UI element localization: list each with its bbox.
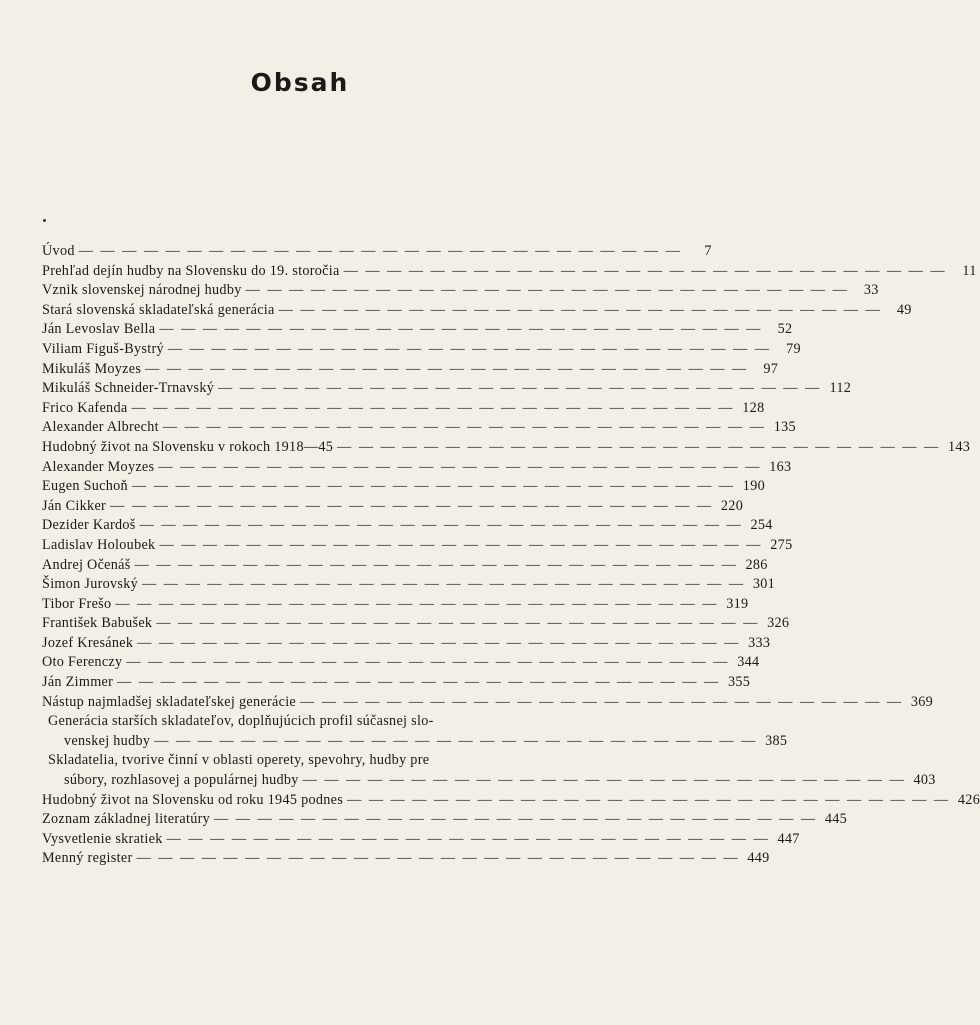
dash-leader: — — — — — — — — — — — — — — — — — — — — — — — — — — — — [115, 595, 719, 612]
toc-entry [42, 262, 977, 282]
toc-entry-title: Ján Levoslav Bella [42, 321, 156, 338]
toc-entry-title: Stará slovenská skladateľská generácia [42, 301, 275, 318]
toc-entry-title: Šimon Jurovský [42, 576, 139, 593]
toc-entry-title: Mikuláš Moyzes [42, 360, 142, 377]
dash-leader: — — — — — — — — — — — — — — — — — — — — — — — — — — — — [117, 674, 721, 691]
toc-entry-line2 [42, 732, 788, 752]
toc-entry [42, 320, 793, 340]
toc-entry [42, 693, 934, 713]
dash-leader: — — — — — — — — — — — — — — — — — — — — — — — — — — — — [167, 340, 771, 357]
toc-entry [42, 575, 776, 595]
toc-entry-title: Vysvetlenie skratiek [42, 830, 163, 847]
toc-entry-title: Ladislav Holoubek [42, 536, 156, 553]
dash-leader: — — — — — — — — — — — — — — — — — — — — — — — — — — — — [110, 497, 714, 514]
toc-entry-title: Hudobný život na Slovensku od roku 1945 podnes [42, 791, 344, 808]
dash-leader: — — — — — — — — — — — — — — — — — — — — — — — — — — — — [159, 536, 763, 553]
toc-entry [42, 458, 792, 478]
toc-entry-multiline [42, 751, 936, 790]
toc-entry-title: Oto Ferenczy [42, 654, 123, 671]
toc-entry-page: 301 [752, 576, 776, 593]
toc-entry-title: Menný register [42, 850, 133, 867]
toc-entry-page: 7 [704, 243, 712, 259]
toc-entry-page: 449 [747, 850, 770, 867]
dash-leader: — — — — — — — — — — — — — — — — — — — — — — — — — — — — [158, 458, 762, 475]
toc-entry-page: 369 [910, 693, 934, 710]
toc-entry-page: 254 [750, 517, 773, 534]
toc-entry-page: 326 [767, 615, 790, 632]
toc-entry-title-line2: súbory, rozhlasovej a populárnej hudby [64, 772, 299, 789]
toc-entry-title: Frico Kafenda [42, 399, 128, 416]
toc-entry-page: 97 [763, 360, 779, 377]
dash-leader: — — — — — — — — — — — — — — — — — — — — — — — — — — — — [245, 282, 849, 299]
toc-entry-page: 403 [913, 772, 936, 789]
toc-entry-title-line1: Generácia starších skladateľov, doplňujúcich profil súčasnej slo- [48, 713, 434, 730]
toc-entry [42, 653, 760, 673]
dash-leader: — — — — — — — — — — — — — — — — — — — — — — — — — — — — [139, 517, 743, 534]
toc-entry [42, 810, 848, 830]
toc-entry-title: Andrej Očenáš [42, 556, 131, 573]
toc-entry-page: 135 [773, 419, 796, 436]
dash-leader: — — — — — — — — — — — — — — — — — — — — — — — — — — — — [131, 478, 735, 495]
toc-entry [42, 634, 771, 654]
toc-entry [42, 340, 801, 360]
toc-entry-title: Ján Cikker [42, 497, 107, 514]
page-title: Obsah [250, 68, 350, 97]
toc-entry-multiline [42, 712, 788, 751]
dash-leader: — — — — — — — — — — — — — — — — — — — — — — — — — — — — [347, 791, 951, 808]
toc-entry-page: 344 [737, 654, 760, 671]
toc-entry-page: 333 [748, 634, 771, 651]
toc-entry [42, 438, 971, 458]
toc-entry-title: Mikuláš Schneider-Trnavský [42, 380, 215, 397]
dash-leader: — — — — — — — — — — — — — — — — — — — — — — — — — — — — [166, 830, 770, 847]
dash-leader: — — — — — — — — — — — — — — — — — — — — — — — — — — — — [145, 360, 749, 377]
dash-leader: — — — — — — — — — — — — — — — — — — — — — — — — — — — — [156, 615, 760, 632]
paper-speck [43, 219, 46, 222]
toc-entry-page: 426 [957, 791, 980, 808]
toc-entry-title: Jozef Kresánek [42, 634, 134, 651]
toc-entry [42, 673, 751, 693]
toc-entry [42, 595, 749, 615]
toc-entry-page: 447 [777, 830, 800, 847]
dash-leader: — — — — — — — — — — — — — — — — — — — — — — — — — — — — [136, 850, 740, 867]
dash-leader: — — — — — — — — — — — — — — — — — — — — — — — — — — — — [126, 654, 730, 671]
dash-leader: — — — — — — — — — — — — — — — — — — — — — — — — — — — — [214, 811, 818, 828]
toc-entry [42, 379, 852, 399]
toc-entry-title: Prehľad dejín hudby na Slovensku do 19. storočia [42, 262, 340, 279]
toc-entry-page: 143 [947, 438, 971, 455]
dash-leader: — — — — — — — — — — — — — — — — — — — — — — — — — — — — [142, 576, 746, 593]
toc-entry [42, 301, 912, 321]
dash-leader: — — — — — — — — — — — — — — — — — — — — — — — — — — — — [131, 399, 735, 416]
toc-entry-title: Vznik slovenskej národnej hudby [42, 282, 242, 299]
table-of-contents [42, 242, 980, 869]
toc-entry-page: 79 [786, 340, 801, 357]
dash-leader: — — — — — — — — — — — — — — — — — — — — — — — — — — — — [78, 243, 682, 259]
toc-entry-title: Alexander Albrecht [42, 419, 159, 436]
toc-entry [42, 477, 765, 497]
toc-entry [42, 418, 796, 438]
dash-leader: — — — — — — — — — — — — — — — — — — — — — — — — — — — — [278, 301, 882, 318]
toc-entry-title: Viliam Figuš-Bystrý [42, 340, 164, 357]
toc-entry-title: Tibor Frešo [42, 595, 112, 612]
toc-entry-line2 [42, 771, 936, 791]
toc-entry-page: 385 [765, 732, 788, 749]
dash-leader: — — — — — — — — — — — — — — — — — — — — — — — — — — — — [302, 772, 906, 789]
toc-entry-page: 33 [863, 282, 879, 299]
toc-entry-page: 11 [962, 262, 977, 279]
dash-leader: — — — — — — — — — — — — — — — — — — — — — — — — — — — — [154, 732, 758, 749]
toc-entry [42, 849, 770, 869]
dash-leader: — — — — — — — — — — — — — — — — — — — — — — — — — — — — [300, 693, 904, 710]
toc-entry-title: Dezider Kardoš [42, 517, 136, 534]
toc-entry-page: 286 [745, 556, 768, 573]
toc-entry [42, 556, 768, 576]
toc-entry-title: Alexander Moyzes [42, 458, 155, 475]
toc-entry [42, 281, 879, 301]
toc-entry-page: 112 [829, 380, 852, 397]
toc-entry [42, 614, 790, 634]
toc-entry-title: Eugen Suchoň [42, 478, 128, 495]
toc-entry [42, 242, 712, 262]
dash-leader: — — — — — — — — — — — — — — — — — — — — — — — — — — — — [159, 321, 763, 338]
dash-leader: — — — — — — — — — — — — — — — — — — — — — — — — — — — — [218, 380, 822, 397]
dash-leader: — — — — — — — — — — — — — — — — — — — — — — — — — — — — [337, 438, 941, 455]
toc-entry-title: Hudobný život na Slovensku v rokoch 1918—45 [42, 438, 334, 455]
dash-leader: — — — — — — — — — — — — — — — — — — — — — — — — — — — — [343, 262, 947, 279]
toc-entry-page: 275 [770, 536, 793, 553]
toc-entry-title: Zoznam základnej literatúry [42, 811, 211, 828]
toc-entry-page: 52 [777, 321, 793, 338]
dash-leader: — — — — — — — — — — — — — — — — — — — — — — — — — — — — [134, 556, 738, 573]
toc-entry-page: 190 [742, 478, 765, 495]
toc-entry [42, 497, 744, 517]
toc-entry-title-line2: venskej hudby [64, 732, 151, 749]
toc-entry-title: Nástup najmladšej skladateľskej generácie [42, 693, 297, 710]
toc-entry-page: 445 [824, 811, 848, 828]
toc-entry [42, 536, 793, 556]
dash-leader: — — — — — — — — — — — — — — — — — — — — — — — — — — — — [162, 419, 766, 436]
toc-entry-title: Ján Zimmer [42, 674, 114, 691]
dash-leader: — — — — — — — — — — — — — — — — — — — — — — — — — — — — [137, 634, 741, 651]
toc-entry-page: 319 [726, 595, 749, 612]
toc-entry-page: 163 [769, 458, 792, 475]
toc-entry-title: Úvod [42, 243, 75, 259]
toc-entry [42, 830, 800, 850]
toc-entry [42, 516, 773, 536]
toc-entry-page: 220 [720, 497, 744, 514]
toc-entry [42, 791, 980, 811]
toc-entry [42, 399, 765, 419]
toc-entry-title: František Babušek [42, 615, 153, 632]
toc-entry-page: 355 [728, 674, 751, 691]
toc-entry-page: 49 [896, 301, 912, 318]
toc-entry-page: 128 [742, 399, 765, 416]
toc-entry-title-line1: Skladatelia, tvorive činní v oblasti operety, spevohry, hudby pre [48, 752, 430, 769]
toc-entry [42, 360, 779, 380]
